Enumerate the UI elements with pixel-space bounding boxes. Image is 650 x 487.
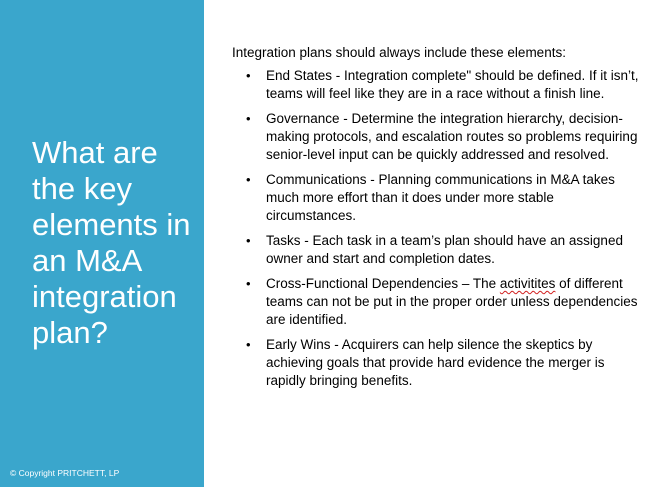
bullet-icon: • [246, 68, 251, 83]
bullet-icon: • [246, 337, 251, 352]
bullet-icon: • [246, 172, 251, 187]
bullet-icon: • [246, 276, 251, 291]
title-panel [0, 0, 204, 487]
intro-text: Integration plans should always include these elements: [232, 45, 566, 60]
copyright-notice: © Copyright PRITCHETT, LP [10, 468, 120, 478]
bullet-text-before: Cross-Functional Dependencies – The [266, 276, 500, 291]
bullet-text: Governance - Determine the integration hierarchy, decision-making protocols, and escalation routes so problems requiring senior-level input can be quickly addressed and resolved. [266, 111, 638, 162]
bullet-text: Tasks - Each task in a team’s plan should have an assigned owner and start and completion dates. [266, 233, 623, 266]
bullet-early-wins [232, 336, 640, 390]
bullet-governance [232, 110, 640, 164]
misspelled-word: activitites [499, 276, 556, 291]
slide-title: What are the key elements in an M&A integration plan? [32, 135, 191, 350]
bullet-dependencies [232, 275, 640, 329]
bullet-communications [232, 171, 640, 225]
bullet-text: Early Wins - Acquirers can help silence the skeptics by achieving goals that provide hard evidence the merger is rapidly bringing benefits. [266, 337, 605, 388]
bullet-tasks [232, 232, 640, 268]
bullet-text: Communications - Planning communications in M&A takes much more effort than it does under more stable circumstances. [266, 172, 615, 223]
bullet-end-states [232, 67, 640, 103]
bullet-text-after: of different teams can not be put in the proper order unless dependencies are identified. [266, 276, 638, 327]
bullet-icon: • [246, 233, 251, 248]
bullet-text: End States - Integration complete" should be defined. If it isn’t, teams will feel like they are in a race without a finish line. [266, 68, 639, 101]
bullet-text [266, 276, 638, 327]
bullet-list [232, 67, 640, 390]
slide-body [232, 44, 640, 397]
bullet-icon: • [246, 111, 251, 126]
